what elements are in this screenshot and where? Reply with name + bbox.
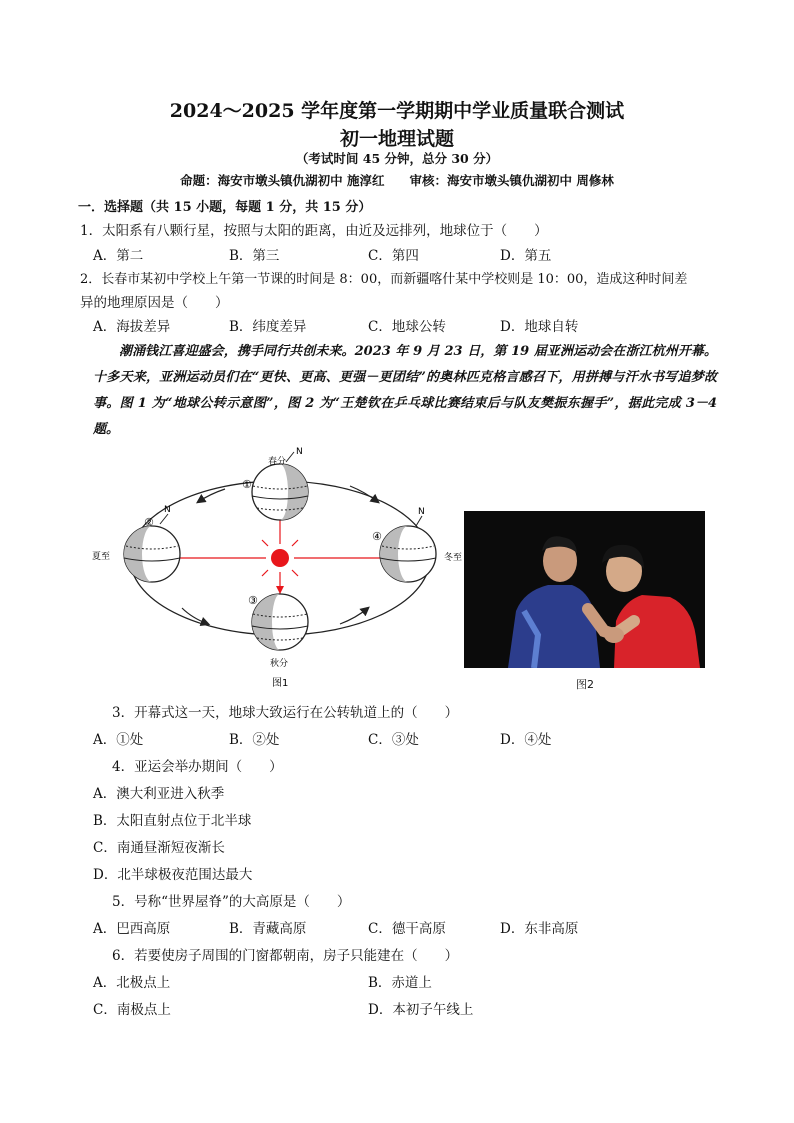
- label-position-1: ①: [242, 478, 252, 491]
- passage-text: 潮涌钱江喜迎盛会，携手同行共创未来。2023 年 9 月 23 日，第 19 届亚洲运动会在浙江杭州开幕。十多天来，亚洲运动员们在“更快、更高、更强－更团结”的奥林匹克格言感召下，用拼搏与汗水书写追梦故事。图 1 为“地球公转示意图”，图 2 为“王楚钦在乒乓球比赛结束后与队友樊振东握手”，据此完成 3－4 题。: [93, 344, 717, 437]
- sun-icon: [271, 549, 289, 567]
- q5-option-b: B．青藏高原: [229, 921, 307, 937]
- earth-autumn-icon: [252, 594, 308, 650]
- q5-option-c: C．德干高原: [368, 921, 446, 937]
- q1-option-a: A．第二: [93, 248, 144, 264]
- q4-option-b: B．太阳直射点位于北半球: [93, 813, 252, 829]
- q4-option-c: C．南通昼渐短夜渐长: [93, 840, 225, 856]
- q3-option-c: C．③处: [368, 732, 419, 748]
- figure1-caption: 图1: [272, 678, 289, 689]
- q4-stem: 4．亚运会举办期间（ ）: [112, 759, 283, 775]
- q6-option-c: C．南极点上: [93, 1002, 171, 1018]
- section-heading: 一．选择题（共 15 小题，每题 1 分，共 15 分）: [78, 200, 372, 215]
- q2-stem-line1: 2．长春市某初中学校上午第一节课的时间是 8：00，而新疆喀什某中学校则是 10：00，造成这种时间差: [80, 272, 688, 287]
- label-position-3: ③: [248, 594, 258, 607]
- label-north-1: N: [296, 447, 303, 457]
- label-summer: 夏至: [92, 552, 111, 562]
- exam-info: （考试时间 45 分钟，总分 30 分）: [295, 151, 499, 166]
- q4-option-d: D．北半球极夜范围达最大: [93, 867, 253, 883]
- exam-title: 2024～2025 学年度第一学期期中学业质量联合测试: [169, 100, 625, 122]
- setter: 命题：海安市墩头镇仇湖初中 施淳红: [180, 173, 385, 188]
- label-north-4: N: [418, 507, 425, 517]
- q2-stem-line2: 异的地理原因是（ ）: [80, 295, 229, 311]
- q3-option-d: D．④处: [500, 732, 552, 748]
- subject-title: 初一地理试题: [339, 128, 454, 150]
- q2-option-a: A．海拔差异: [93, 319, 171, 335]
- q1-option-b: B．第三: [229, 248, 280, 264]
- q3-stem: 3．开幕式这一天，地球大致运行在公转轨道上的（ ）: [112, 705, 459, 721]
- figure2-caption: 图2: [576, 678, 594, 691]
- q5-option-a: A．巴西高原: [93, 921, 171, 937]
- handshake: [604, 627, 624, 643]
- q1-option-c: C．第四: [368, 248, 419, 264]
- orbit-arrow-1: [198, 489, 225, 502]
- figure1-orbit-diagram: [90, 446, 470, 696]
- reviewer: 审核：海安市墩头镇仇湖初中 周修林: [409, 173, 614, 188]
- q3-option-b: B．②处: [229, 732, 280, 748]
- q3-option-a: A．①处: [93, 732, 144, 748]
- q4-option-a: A．澳大利亚进入秋季: [93, 786, 225, 802]
- q6-stem: 6．若要使房子周围的门窗都朝南，房子只能建在（ ）: [112, 948, 459, 964]
- q6-option-b: B．赤道上: [368, 975, 432, 991]
- q1-option-d: D．第五: [500, 248, 552, 264]
- author-line: [0, 171, 794, 189]
- label-north-2: N: [164, 505, 171, 515]
- label-position-4: ④: [372, 530, 382, 543]
- label-autumn: 秋分: [270, 659, 289, 669]
- q6-option-a: A．北极点上: [93, 975, 171, 991]
- q2-option-b: B．纬度差异: [229, 319, 307, 335]
- q1-stem: 1．太阳系有八颗行星，按照与太阳的距离，由近及远排列，地球位于（ ）: [80, 223, 548, 239]
- label-winter: 冬至: [444, 553, 463, 563]
- q6-option-d: D．本初子午线上: [368, 1002, 474, 1018]
- q5-stem: 5．号称“世界屋脊”的大高原是（ ）: [112, 894, 351, 910]
- label-spring: 春分: [268, 457, 287, 467]
- earth-winter-icon: [380, 516, 436, 582]
- q5-option-d: D．东非高原: [500, 921, 579, 937]
- label-position-2: ②: [144, 516, 154, 529]
- q2-option-d: D．地球自转: [500, 319, 579, 335]
- reading-passage: [93, 339, 717, 443]
- figure2-photo: [464, 511, 705, 668]
- q2-option-c: C．地球公转: [368, 319, 446, 335]
